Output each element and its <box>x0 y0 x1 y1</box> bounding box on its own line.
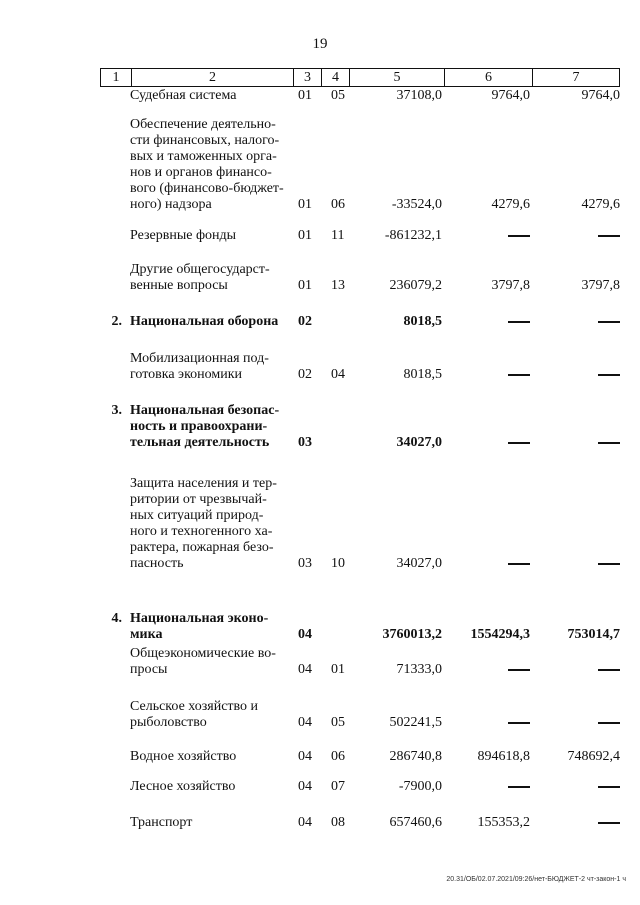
cell-c7: 3797,8 <box>581 278 620 293</box>
header-col-4: 4 <box>321 69 349 86</box>
row-label-line: рактера, пожарная безо- <box>130 540 274 555</box>
cell-c4: 05 <box>331 715 345 730</box>
cell-c5: 502241,5 <box>389 715 442 730</box>
cell-c6: 894618,8 <box>477 749 530 764</box>
cell-c3: 04 <box>298 627 312 642</box>
cell-c5: 71333,0 <box>396 662 442 677</box>
cell-c3: 01 <box>298 278 312 293</box>
cell-c4: 11 <box>331 228 345 243</box>
row-label-line: просы <box>130 662 168 677</box>
cell-c5: 3760013,2 <box>382 627 442 642</box>
empty-value-dash <box>532 556 620 572</box>
table-row <box>0 611 640 643</box>
table-row <box>0 117 640 213</box>
header-col-2: 2 <box>131 69 293 86</box>
cell-c3: 04 <box>298 815 312 830</box>
row-label-line: готовка экономики <box>130 367 243 382</box>
dash-mark <box>508 669 530 671</box>
row-label-line: Общеэкономические во- <box>130 646 276 661</box>
dash-mark <box>598 722 620 724</box>
cell-c3: 03 <box>298 556 312 571</box>
row-label-line: Резервные фонды <box>130 228 237 243</box>
cell-c7: 753014,7 <box>567 627 620 642</box>
cell-c3: 02 <box>298 314 312 329</box>
dash-mark <box>508 442 530 444</box>
dash-mark <box>598 442 620 444</box>
cell-c3: 02 <box>298 367 312 382</box>
row-label-line: Транспорт <box>130 815 193 830</box>
empty-value-dash <box>446 779 530 795</box>
empty-value-dash <box>446 715 530 731</box>
table-row <box>0 815 640 831</box>
row-label-line: ность и правоохрани- <box>130 419 268 434</box>
table-row <box>0 646 640 678</box>
empty-value-dash <box>532 662 620 678</box>
cell-c3: 01 <box>298 88 312 103</box>
row-label-line: Национальная эконо- <box>130 611 269 626</box>
table-row <box>0 779 640 795</box>
cell-c7: 748692,4 <box>567 749 620 764</box>
empty-value-dash <box>532 314 620 330</box>
dash-mark <box>598 786 620 788</box>
row-label-line: ных ситуаций природ- <box>130 508 264 523</box>
empty-value-dash <box>532 228 620 244</box>
header-col-6: 6 <box>444 69 532 86</box>
row-label-line: тельная деятельность <box>130 435 270 450</box>
dash-mark <box>598 822 620 824</box>
row-label-line: Судебная система <box>130 88 237 103</box>
table-row <box>0 403 640 451</box>
empty-value-dash <box>446 662 530 678</box>
cell-c6: 4279,6 <box>491 197 530 212</box>
row-label-line: нов и органов финансо- <box>130 165 272 180</box>
page-number: 19 <box>312 36 328 52</box>
empty-value-dash <box>446 435 530 451</box>
row-number: 4. <box>111 611 122 626</box>
row-label-line: Защита населения и тер- <box>130 476 277 491</box>
cell-c4: 10 <box>331 556 345 571</box>
empty-value-dash <box>446 314 530 330</box>
table-row <box>0 314 640 330</box>
table-row <box>0 476 640 572</box>
cell-c4: 13 <box>331 278 345 293</box>
dash-mark <box>598 374 620 376</box>
cell-c4: 04 <box>331 367 345 382</box>
dash-mark <box>508 374 530 376</box>
cell-c3: 04 <box>298 749 312 764</box>
cell-c4: 05 <box>331 88 345 103</box>
row-label-line: Мобилизационная под- <box>130 351 269 366</box>
cell-c6: 155353,2 <box>477 815 530 830</box>
row-label-line: рыболовство <box>130 715 207 730</box>
row-label-line: Национальная безопас- <box>130 403 280 418</box>
row-label-line: вого (финансово-бюджет- <box>130 181 284 196</box>
dash-mark <box>598 563 620 565</box>
cell-c3: 01 <box>298 197 312 212</box>
dash-mark <box>508 722 530 724</box>
table-header <box>100 68 620 87</box>
table-row <box>0 228 640 244</box>
row-number: 2. <box>111 314 122 329</box>
row-label-line: ритории от чрезвычай- <box>130 492 267 507</box>
cell-c5: 34027,0 <box>396 556 442 571</box>
dash-mark <box>598 321 620 323</box>
footer-document-code: 20.31/ОБ/02.07.2021/09:26/нет-БЮДЖЕТ-2 чт-закон-1 ч <box>446 876 626 883</box>
empty-value-dash <box>532 779 620 795</box>
row-label-line: вых и таможенных орга- <box>130 149 277 164</box>
empty-value-dash <box>532 435 620 451</box>
empty-value-dash <box>532 367 620 383</box>
header-col-7: 7 <box>532 69 619 86</box>
empty-value-dash <box>446 556 530 572</box>
row-label-line: Водное хозяйство <box>130 749 237 764</box>
table-row <box>0 699 640 731</box>
cell-c3: 04 <box>298 715 312 730</box>
cell-c5: -7900,0 <box>398 779 442 794</box>
row-label-line: Обеспечение деятельно- <box>130 117 276 132</box>
cell-c4: 01 <box>331 662 345 677</box>
cell-c7: 9764,0 <box>581 88 620 103</box>
cell-c5: -33524,0 <box>391 197 442 212</box>
cell-c5: 8018,5 <box>403 314 442 329</box>
dash-mark <box>598 235 620 237</box>
table-row <box>0 262 640 294</box>
row-label-line: Национальная оборона <box>130 314 279 329</box>
dash-mark <box>598 669 620 671</box>
dash-mark <box>508 786 530 788</box>
dash-mark <box>508 235 530 237</box>
row-label-line: Другие общегосударст- <box>130 262 270 277</box>
empty-value-dash <box>446 367 530 383</box>
dash-mark <box>508 563 530 565</box>
cell-c4: 06 <box>331 749 345 764</box>
row-label-line: Лесное хозяйство <box>130 779 236 794</box>
cell-c5: 34027,0 <box>396 435 442 450</box>
cell-c5: -861232,1 <box>384 228 442 243</box>
header-col-3: 3 <box>293 69 321 86</box>
cell-c4: 06 <box>331 197 345 212</box>
cell-c7: 4279,6 <box>581 197 620 212</box>
cell-c6: 9764,0 <box>491 88 530 103</box>
row-label-line: сти финансовых, налого- <box>130 133 280 148</box>
cell-c6: 1554294,3 <box>470 627 530 642</box>
empty-value-dash <box>532 815 620 831</box>
table-row <box>0 749 640 765</box>
cell-c3: 03 <box>298 435 312 450</box>
row-label-line: мика <box>130 627 163 642</box>
cell-c4: 08 <box>331 815 345 830</box>
cell-c5: 657460,6 <box>389 815 442 830</box>
row-label-line: Сельское хозяйство и <box>130 699 259 714</box>
cell-c5: 8018,5 <box>403 367 442 382</box>
cell-c5: 37108,0 <box>396 88 442 103</box>
cell-c6: 3797,8 <box>491 278 530 293</box>
table-row <box>0 351 640 383</box>
header-col-1: 1 <box>112 70 120 85</box>
cell-c4: 07 <box>331 779 345 794</box>
row-number: 3. <box>111 403 122 418</box>
row-label-line: пасность <box>130 556 184 571</box>
header-col-5: 5 <box>349 69 444 86</box>
row-label-line: ного и техногенного ха- <box>130 524 273 539</box>
cell-c3: 04 <box>298 662 312 677</box>
empty-value-dash <box>532 715 620 731</box>
row-label-line: венные вопросы <box>130 278 228 293</box>
empty-value-dash <box>446 228 530 244</box>
cell-c5: 236079,2 <box>389 278 442 293</box>
cell-c3: 04 <box>298 779 312 794</box>
table-row <box>0 88 640 104</box>
row-label-line: ного) надзора <box>130 197 212 212</box>
cell-c5: 286740,8 <box>389 749 442 764</box>
dash-mark <box>508 321 530 323</box>
cell-c3: 01 <box>298 228 312 243</box>
